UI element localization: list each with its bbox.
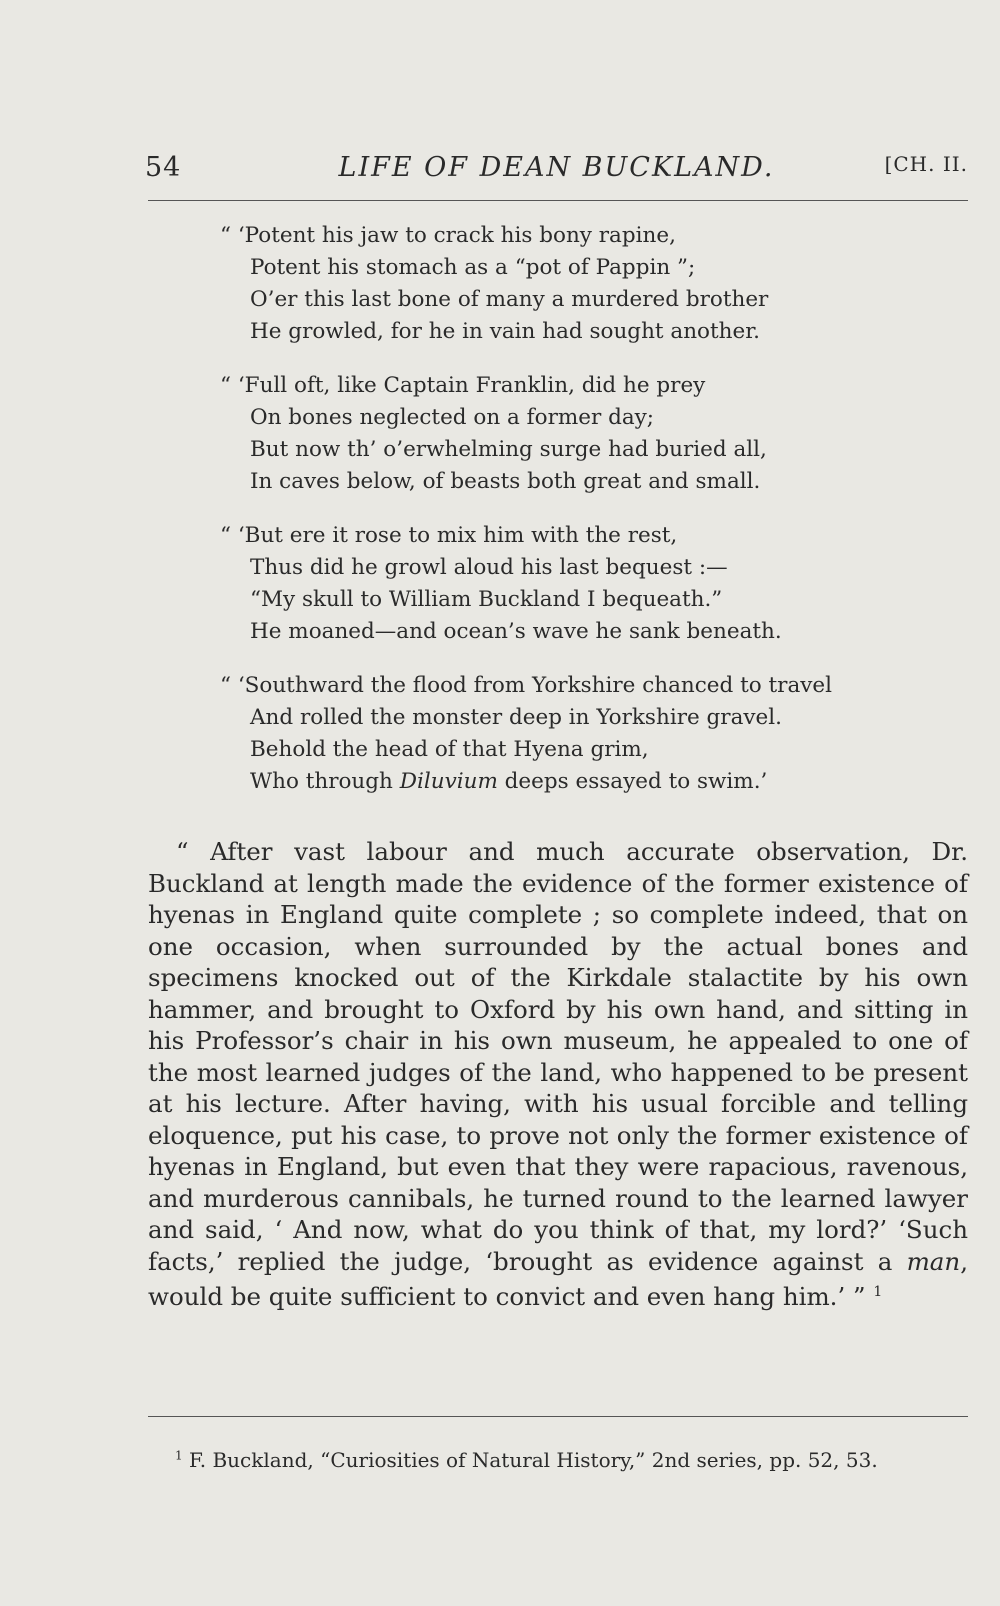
footnote-rule	[148, 1416, 968, 1417]
prose-paragraph	[148, 836, 968, 1313]
poem-line: In caves below, of beasts both great and small.	[250, 469, 761, 494]
footnote-reference: 1	[873, 1284, 883, 1300]
poem-line: Potent his stomach as a “pot of Pappin ”;	[250, 255, 696, 280]
poem-stanza	[220, 370, 920, 498]
chapter-label: [CH. II.	[884, 152, 968, 176]
poem-line: And rolled the monster deep in Yorkshire gravel.	[250, 705, 782, 730]
poem-line: He moaned—and ocean’s wave he sank beneath.	[250, 619, 782, 644]
poem-stanza	[220, 670, 920, 798]
prose-text-end: , would be quite sufficient to convict and even hang him.’ ”	[148, 1246, 968, 1312]
poem	[220, 220, 920, 820]
poem-stanza	[220, 220, 920, 348]
poem-line: “ ‘Full oft, like Captain Franklin, did he prey	[220, 373, 706, 398]
page-number: 54	[145, 152, 182, 183]
footnote	[175, 1448, 975, 1472]
header-rule	[148, 200, 968, 201]
poem-line: But now th’ o’erwhelming surge had buried all,	[250, 437, 767, 462]
poem-line: “ ‘Southward the flood from Yorkshire chanced to travel	[220, 673, 833, 698]
poem-line: Who through Diluvium deeps essayed to swim.’	[250, 769, 768, 794]
poem-line: “ ‘Potent his jaw to crack his bony rapine,	[220, 223, 676, 248]
poem-line: O’er this last bone of many a murdered brother	[250, 287, 769, 312]
poem-line: He growled, for he in vain had sought another.	[250, 319, 760, 344]
poem-line: “ ‘But ere it rose to mix him with the rest,	[220, 523, 678, 548]
poem-line: Behold the head of that Hyena grim,	[250, 737, 649, 762]
page-header	[145, 148, 968, 188]
footnote-mark: 1	[175, 1448, 183, 1463]
prose-emphasis: man	[906, 1246, 961, 1276]
prose-text: “ After vast labour and much accurate observation, Dr. Buckland at length made the evidence of the former existence of hyenas in England quite complete ; so complete indeed, that on one occasion, when surrounded by the actual bones and specimens knocked out of the Kirkdale stalactite by his own hammer, and brought to Oxford by his own hand, and sitting in his Professor’s chair in his own museum, he appealed to one of the most learned judges of the land, who happened to be present at his lecture. After having, with his usual forcible and telling eloquence, put his case, to prove not only the former existence of hyenas in England, but even that they were rapacious, ravenous, and murderous cannibals, he turned round to the learned lawyer and said, ‘ And now, what do you think of that, my lord?’ ‘Such facts,’ replied the judge, ‘brought as evidence against a	[148, 837, 968, 1276]
footnote-text: F. Buckland, “Curiosities of Natural History,” 2nd series, pp. 52, 53.	[189, 1448, 878, 1472]
running-title: LIFE OF DEAN BUCKLAND.	[338, 152, 775, 183]
poem-line: On bones neglected on a former day;	[250, 405, 655, 430]
poem-line: “My skull to William Buckland I bequeath.”	[250, 587, 723, 612]
poem-line: Thus did he growl aloud his last bequest :—	[250, 555, 728, 580]
poem-stanza	[220, 520, 920, 648]
